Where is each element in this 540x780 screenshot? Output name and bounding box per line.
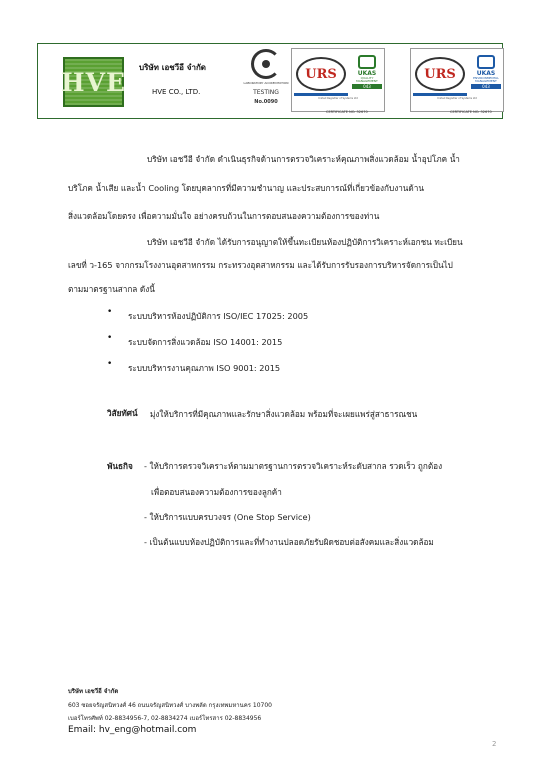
lab-number: No.0090 [254, 99, 278, 105]
bullet-icon: • [107, 307, 113, 317]
license-line-3: ตามมาตรฐานสากล ดังนี้ [68, 284, 155, 294]
letterhead [37, 43, 503, 119]
standard-item: ระบบบริหารห้องปฏิบัติการ ISO/IEC 17025: 2005 [128, 311, 309, 321]
accreditation-ring-icon [251, 49, 281, 79]
footer-phone: เบอร์โทรศัพท์ 02-8834956-7, 02-8834274 เบอร์โทรสาร 02-8834956 [68, 715, 262, 722]
vision-text: มุ่งให้บริการที่มีคุณภาพและรักษาสิ่งแวดล้อม พร้อมที่จะเผยแพร่สู่สาธารณชน [150, 409, 418, 419]
crown-icon [358, 55, 376, 69]
company-logo [60, 57, 127, 107]
ukas-label: UKAS [476, 70, 496, 77]
vision-label: วิสัยทัศน์ [107, 408, 138, 418]
company-name-english: HVE CO., LTD. [152, 88, 201, 96]
license-line-1: บริษัท เอชวีอี จำกัด ได้รับการอนุญาตให้ขึ้นทะเบียนห้องปฏิบัติการวิเคราะห์เอกชน ทะเบียน [147, 237, 463, 247]
lab-testing-label: TESTING [253, 89, 279, 96]
mission-label: พันธกิจ [107, 461, 133, 471]
intro-line-3: สิ่งแวดล้อมโดยตรง เพื่อความมั่นใจ อย่างครบถ้วนในการตอบสนองความต้องการของท่าน [68, 211, 380, 221]
ukas-mark [471, 55, 501, 97]
page-number: 2 [492, 740, 497, 748]
ukas-subtitle: QUALITY MANAGEMENT [356, 76, 378, 83]
footer-address: 603 ซอยจรัญสนิทวงศ์ 46 ถนนจรัญสนิทวงศ์ บางพลัด กรุงเทพมหานคร 10700 [68, 702, 272, 709]
urs-band [413, 93, 467, 96]
intro-line-1: บริษัท เอชวีอี จำกัด ดำเนินธุรกิจด้านการตรวจวิเคราะห์คุณภาพสิ่งแวดล้อม น้ำอุปโภค น้ำ [147, 154, 460, 164]
footer-company: บริษัท เอชวีอี จำกัด [68, 688, 119, 695]
certificate-number: CERTIFICATE NO. 32670 [326, 110, 368, 114]
standard-item: ระบบจัดการสิ่งแวดล้อม ISO 14001: 2015 [128, 337, 283, 347]
footer-email[interactable]: Email: hv_eng@hotmail.com [68, 725, 197, 735]
ukas-mark [352, 55, 382, 97]
mission-item: - ให้บริการตรวจวิเคราะห์ตามมาตรฐานการตรวจวิเคราะห์ระดับสากล รวดเร็ว ถูกต้อง [144, 461, 443, 471]
lab-accreditation-text: LABORATORY ACCREDITATION [243, 81, 289, 85]
lab-accreditation-seal [241, 49, 291, 117]
mission-item-continued: เพื่อตอบสนองความต้องการของลูกค้า [151, 487, 282, 497]
ukas-label: UKAS [357, 70, 377, 77]
ukas-number: 043 [352, 84, 382, 89]
intro-line-2: บริโภค น้ำเสีย และน้ำ Cooling โดยบุคลากรที่มีความชำนาญ และประสบการณ์ที่เกี่ยวข้องกับงานด้าน [68, 183, 424, 193]
ukas-number: 043 [471, 84, 501, 89]
certification-badge-quality [291, 48, 385, 112]
cert-caption: United Registrar of Systems Ltd [437, 97, 477, 100]
mission-item: - เป็นต้นแบบห้องปฏิบัติการและที่ทำงานปลอดภัยรับผิดชอบต่อสังคมและสิ่งแวดล้อม [144, 537, 434, 547]
bullet-icon: • [107, 359, 113, 369]
urs-band [294, 93, 348, 96]
bullet-icon: • [107, 333, 113, 343]
logo-text: HVE [60, 67, 127, 97]
certification-badge-environmental [410, 48, 504, 112]
urs-logo: URS [296, 57, 346, 91]
crown-icon [477, 55, 495, 69]
ukas-subtitle: ENVIRONMENTAL MANAGEMENT [473, 76, 499, 83]
certificate-number: CERTIFICATE NO. 32670 [450, 110, 492, 114]
company-name-thai: บริษัท เอชวีอี จำกัด [139, 63, 206, 72]
cert-caption: United Registrar of Systems Ltd [318, 97, 358, 100]
mission-item: - ให้บริการแบบครบวงจร (One Stop Service) [144, 512, 311, 522]
standard-item: ระบบบริหารงานคุณภาพ ISO 9001: 2015 [128, 363, 281, 373]
license-line-2: เลขที่ ว-165 จากกรมโรงงานอุตสาหกรรม กระทรวงอุตสาหกรรม และได้รับการรับรองการบริหารจัดการเป็นไป [68, 260, 453, 270]
urs-logo: URS [415, 57, 465, 91]
